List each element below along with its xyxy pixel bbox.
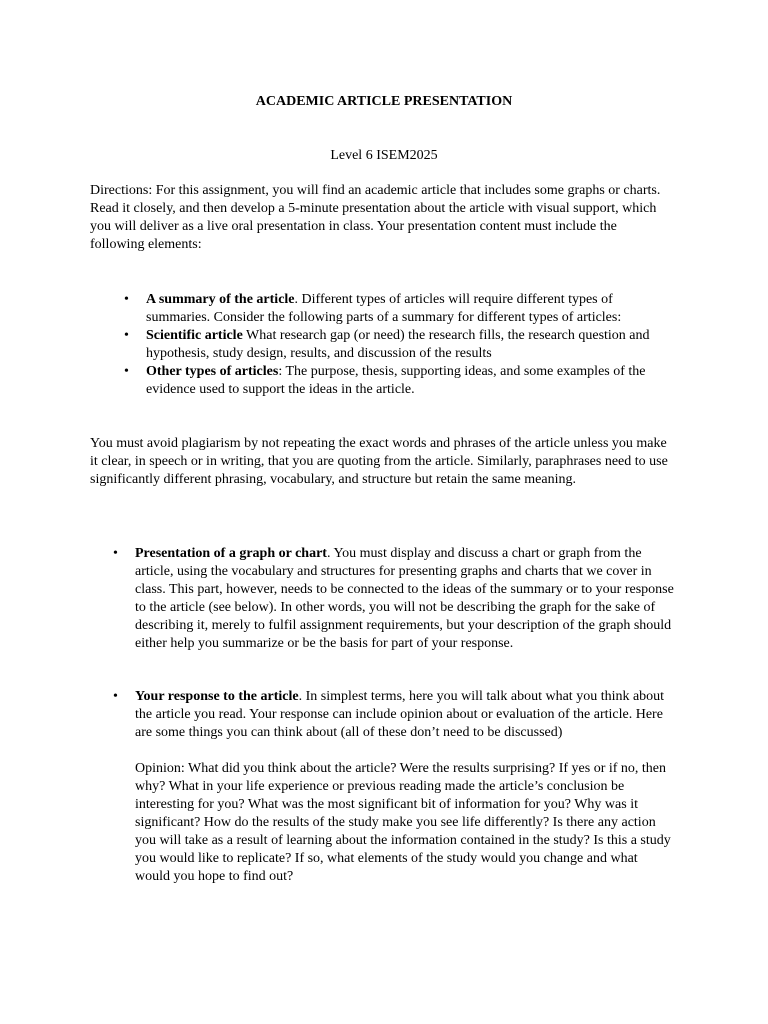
bullet-marker: • (113, 546, 118, 561)
summary-bullet-list (146, 291, 672, 399)
list-item-heading: Other types of articles (146, 364, 279, 379)
graph-bullet-item (113, 545, 675, 653)
graph-item-text: . You must display and discuss a chart or graph from the article, using the vocabulary and structures for presenting graphs and charts that we cover in class. This part, however, needs to be connected to the ideas of the summary or to your response to the article (see below). In other words, you will not be describing the graph for the sake of describing it, merely to fulfil assignment requirements, but your description of the graph should either help you summarize or be the basis for part of your response. (135, 546, 674, 651)
list-item-heading: A summary of the article (146, 292, 295, 307)
response-item-text: . In simplest terms, here you will talk about what you think about the article you read. Your response can include opinion about or evaluation of the article. Here are some things you can think about (all of these don’t need to be discussed) (135, 689, 665, 740)
response-bullet-item (113, 688, 675, 742)
list-item-text: : The purpose, thesis, supporting ideas, and some examples of the evidence used to support the ideas in the article. (146, 364, 646, 397)
list-item (146, 291, 672, 327)
list-item-text: . Different types of articles will require different types of summaries. Consider the following parts of a summary for different types of articles: (146, 292, 622, 325)
graph-item-heading: Presentation of a graph or chart (135, 546, 327, 561)
response-item-heading: Your response to the article (135, 689, 299, 704)
course-subtitle: Level 6 ISEM2025 (330, 148, 438, 163)
list-item (146, 363, 672, 399)
opinion-paragraph: Opinion: What did you think about the article? Were the results surprising? If yes or if no, then why? What in your life experience or previous reading made the article’s conclusion be interesting for you? What was the most significant bit of information for you? Why was it significant? How do the results of the study make you see life differently? Is there any action you will take as a result of learning about the information contained in the study? Is this a study you would like to replicate? If so, what elements of the study would you change and what would you hope to find out? (135, 761, 671, 884)
bullet-marker: • (113, 689, 118, 704)
plagiarism-paragraph: You must avoid plagiarism by not repeating the exact words and phrases of the article unless you make it clear, in speech or in writing, that you are quoting from the article. Similarly, paraphrases need to use significantly different phrasing, vocabulary, and structure but retain the same meaning. (90, 436, 668, 487)
page-title: ACADEMIC ARTICLE PRESENTATION (255, 94, 513, 109)
list-item-text: What research gap (or need) the research fills, the research question and hypothesis, study design, results, and discussion of the results (146, 328, 650, 361)
list-item (146, 327, 672, 363)
list-item-heading: Scientific article (146, 328, 243, 343)
directions-paragraph: Directions: For this assignment, you will find an academic article that includes some graphs or charts. Read it closely, and then develop a 5-minute presentation about the article with visual support, which you will deliver as a live oral presentation in class. Your presentation content must include the following elements: (90, 183, 661, 252)
